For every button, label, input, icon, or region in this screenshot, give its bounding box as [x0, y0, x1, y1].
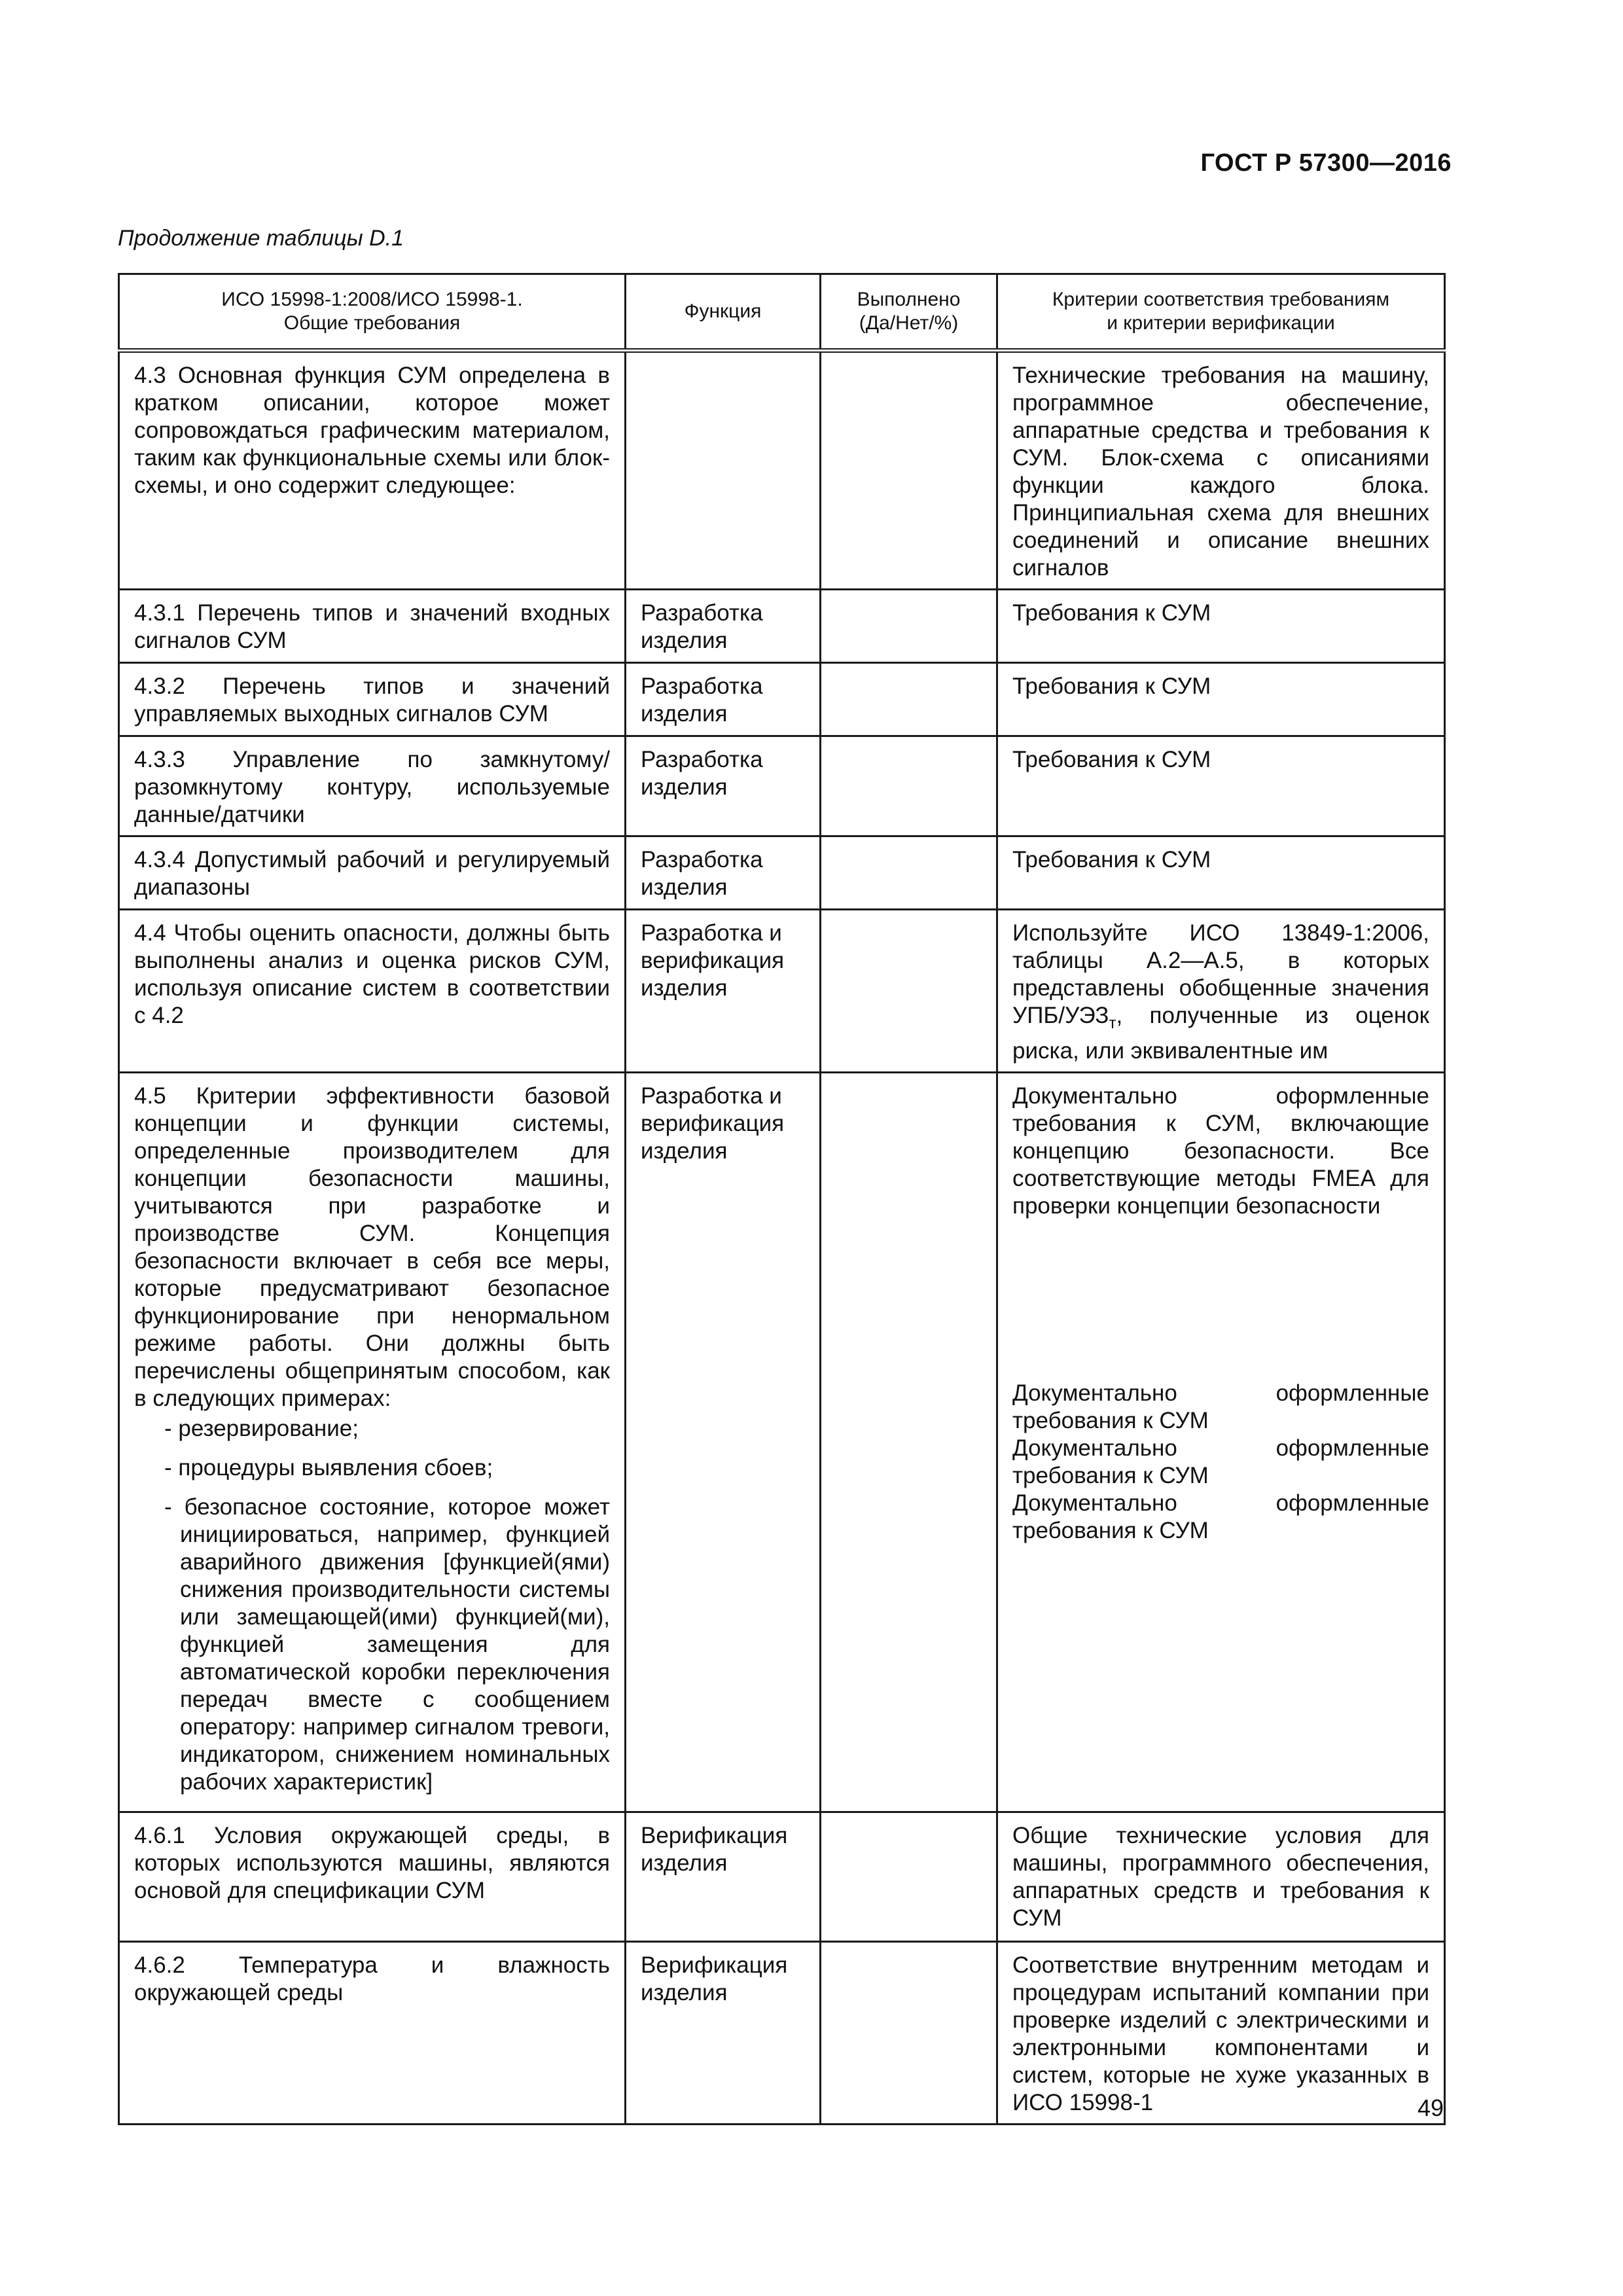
cell-criteria: Требования к СУМ — [997, 736, 1445, 836]
table-row — [119, 1073, 1445, 1812]
list-item: - процедуры выявления сбоев; — [164, 1455, 493, 1480]
requirements-table — [118, 273, 1446, 2125]
cell-criteria: Соответствие внутренним методам и процедурам испытаний компании при проверке изделий с электрическими и электронными компонентами и систем, которые не хуже указанных в ИСО 15998-1 — [997, 1942, 1445, 2125]
cell-criteria: Общие технические условия для машины, программного обеспечения, аппаратных средств и требования к СУМ — [997, 1812, 1445, 1942]
spacer — [134, 1482, 610, 1494]
cell-function: Разработка и верификация изделия — [626, 910, 821, 1073]
cell-requirement: 4.6.1 Условия окружающей среды, в которых используются машины, являются основой для спецификации СУМ — [119, 1812, 626, 1942]
table-row — [119, 351, 1445, 590]
header-criteria — [997, 274, 1445, 351]
page-number: 49 — [1417, 2094, 1444, 2121]
cell-criteria — [997, 1073, 1445, 1812]
table-row — [119, 1812, 1445, 1942]
cell-requirement: 4.3.2 Перечень типов и значений управляемых выходных сигналов СУМ — [119, 663, 626, 736]
cell-function: Разработка изделия — [626, 836, 821, 910]
cell-done — [821, 1942, 997, 2125]
criteria-text-b: , полученные из оценок риска, или эквивалентные им — [1012, 1003, 1429, 1064]
cell-done — [821, 910, 997, 1073]
cell-requirement: 4.3.4 Допустимый рабочий и регулируемый диапазоны — [119, 836, 626, 910]
cell-function: Разработка изделия — [626, 736, 821, 836]
criteria-text-a: Используйте ИСО 13849-1:2006, таблицы А.2—А.5, в которых представлены обобщенные значения УПБ/УЭЗ — [1012, 920, 1429, 1028]
criteria-text: Документально оформленные требования к СУМ, включающие концепцию безопасности. Все соответствующие методы FMEA для проверки концепции безопасности — [1012, 1083, 1429, 1219]
header-done — [821, 274, 997, 351]
cell-criteria: Требования к СУМ — [997, 836, 1445, 910]
cell-function: Верификация изделия — [626, 1812, 821, 1942]
header-requirement-line2: Общие требования — [283, 312, 461, 334]
criteria-item: Документально оформленные требования к СУМ — [1012, 1490, 1429, 1543]
cell-function — [626, 351, 821, 590]
cell-done — [821, 736, 997, 836]
spacer — [1012, 1220, 1429, 1380]
cell-requirement: 4.3.1 Перечень типов и значений входных сигналов СУМ — [119, 590, 626, 663]
spacer — [134, 1443, 610, 1454]
header-criteria-line1: Критерии соответствия требованиям — [1052, 289, 1390, 310]
table-row — [119, 590, 1445, 663]
cell-requirement: 4.3 Основная функция СУМ определена в кратком описании, которое может сопровождаться графическим материалом, таким как функциональные схемы или блок-схемы, и оно содержит следующее: — [119, 351, 626, 590]
table-row — [119, 910, 1445, 1073]
header-criteria-line2: и критерии верификации — [1107, 312, 1335, 334]
cell-done — [821, 351, 997, 590]
cell-done — [821, 1073, 997, 1812]
cell-requirement: 4.4 Чтобы оценить опасности, должны быть выполнены анализ и оценка рисков СУМ, используя описание систем в соответствии с 4.2 — [119, 910, 626, 1073]
requirement-text: 4.5 Критерии эффективности базовой концепции и функции системы, определенные производителем для концепции безопасности машины, учитываются при разработке и производстве СУМ. Концепция безопасности включает в себя все меры, которые предусматривают безопасное функционирование при ненормальном режиме работы. Они должны быть перечислены общепринятым способом, как в следующих примерах: — [134, 1083, 610, 1411]
header-function — [626, 274, 821, 351]
criteria-item: Документально оформленные требования к СУМ — [1012, 1435, 1429, 1488]
cell-done — [821, 1812, 997, 1942]
criteria-subscript: т — [1109, 1014, 1116, 1032]
cell-criteria — [997, 910, 1445, 1073]
cell-criteria: Требования к СУМ — [997, 663, 1445, 736]
cell-done — [821, 836, 997, 910]
table-row — [119, 1942, 1445, 2125]
cell-requirement — [119, 1073, 626, 1812]
header-requirement — [119, 274, 626, 351]
table-caption: Продолжение таблицы D.1 — [118, 226, 404, 251]
list-item: - резервирование; — [164, 1416, 359, 1441]
cell-function: Верификация изделия — [626, 1942, 821, 2125]
standard-number: ГОСТ Р 57300—2016 — [1200, 149, 1452, 177]
table-row — [119, 836, 1445, 910]
cell-function: Разработка изделия — [626, 663, 821, 736]
cell-done — [821, 590, 997, 663]
requirements-table-container — [118, 273, 1444, 2125]
header-done-line2: (Да/Нет/%) — [859, 312, 959, 334]
cell-requirement: 4.6.2 Температура и влажность окружающей среды — [119, 1942, 626, 2125]
cell-requirement: 4.3.3 Управление по замкнутому/разомкнутому контуру, используемые данные/датчики — [119, 736, 626, 836]
header-requirement-line1: ИСО 15998-1:2008/ИСО 15998-1. — [221, 289, 523, 310]
table-row — [119, 736, 1445, 836]
cell-function: Разработка и верификация изделия — [626, 1073, 821, 1812]
cell-criteria: Технические требования на машину, программное обеспечение, аппаратные средства и требования к СУМ. Блок-схема с описаниями функции каждого блока. Принципиальная схема для внешних соединений и описание внешних сигналов — [997, 351, 1445, 590]
list-item: - безопасное состояние, которое может инициироваться, например, функцией аварийного движения [функцией(ями) снижения производительности системы или замещающей(ими) функцией(ми), функцией замещения для автоматической коробки переключения передач вместе с сообщением оператору: например сигналом тревоги, индикатором, снижением номинальных рабочих характеристик] — [164, 1494, 610, 1795]
header-function-line1: Функция — [684, 300, 762, 322]
table-row — [119, 663, 1445, 736]
cell-function: Разработка изделия — [626, 590, 821, 663]
criteria-item: Документально оформленные требования к СУМ — [1012, 1380, 1429, 1433]
header-done-line1: Выполнено — [857, 289, 961, 310]
cell-criteria: Требования к СУМ — [997, 590, 1445, 663]
cell-done — [821, 663, 997, 736]
table-header-row — [119, 274, 1445, 351]
